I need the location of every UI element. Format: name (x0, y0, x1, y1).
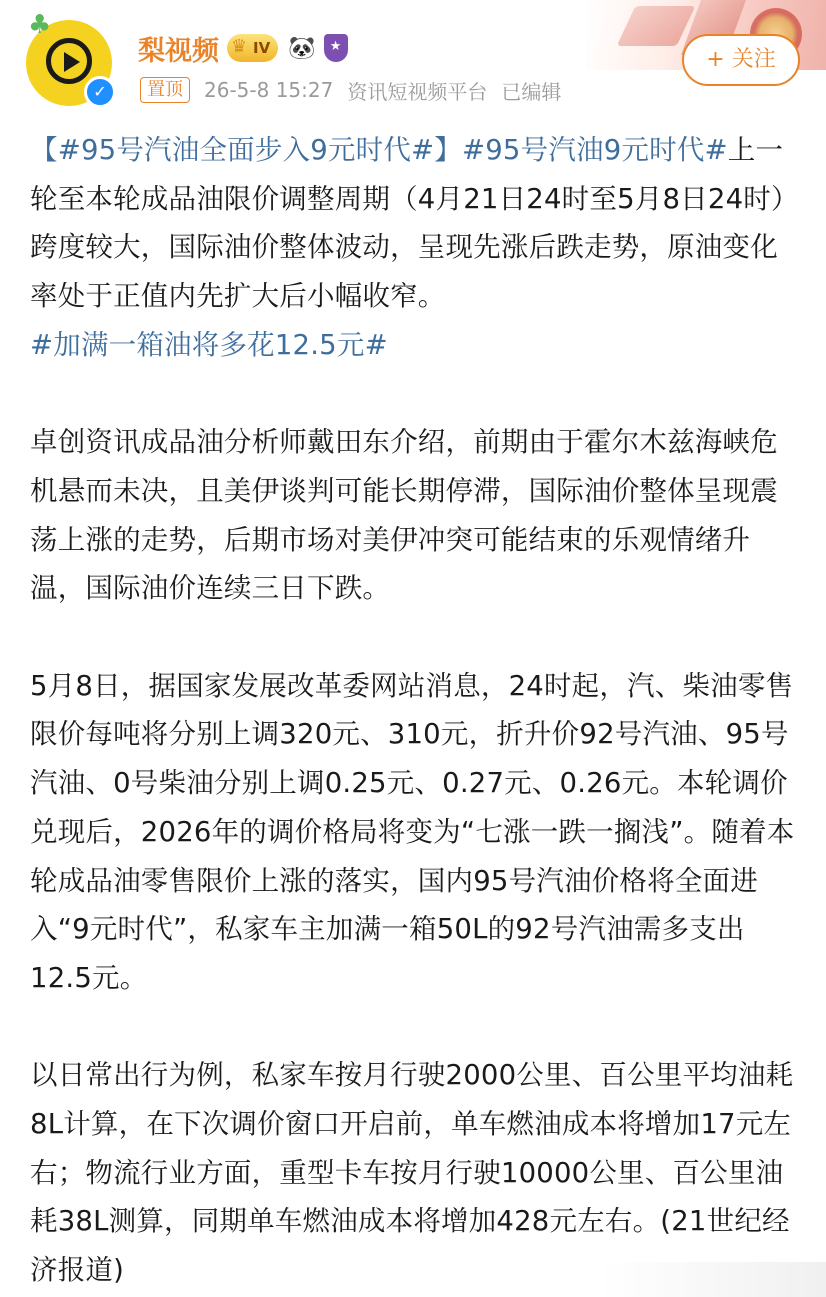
pinned-badge: 置顶 (140, 77, 190, 103)
paragraph-2: 卓创资讯成品油分析师戴田东介绍，前期由于霍尔木兹海峡危机悬而未决，且美伊谈判可能长期停滞，国际油价整体呈现震荡上涨的走势，后期市场对美伊冲突可能结束的乐观情绪升温，国际油价连续三日下跌。 (30, 426, 778, 605)
post-header (0, 0, 826, 118)
hashtag-link[interactable]: 【#95号汽油全面步入9元时代#】 (30, 134, 462, 166)
verified-icon: ✓ (84, 76, 116, 108)
hashtag-link[interactable]: #加满一箱油将多花12.5元# (30, 328, 388, 361)
follow-button[interactable]: + 关注 (682, 34, 800, 86)
vip-level: IV (253, 39, 271, 57)
paragraph-4: 以日常出行为例，私家车按月行驶2000公里、百公里平均油耗8L计算，在下次调价窗口开启前，单车燃油成本将增加17元左右；物流行业方面，重型卡车按月行驶10000公里、百公里油耗38L测算，同期单车燃油成本将增加428元左右。(21世纪经济报道) (30, 1059, 794, 1287)
bottom-fade (600, 1262, 826, 1297)
paragraph-text: 上一轮至本轮成品油限价调整周期（4月21日24时至5月8日24时）跨度较大，国际油价整体波动，呈现先涨后跌走势，原油变化率处于正值内先扩大后小幅收窄。 (30, 134, 799, 313)
paragraph-1 (30, 126, 800, 370)
crown-icon: ♛ (231, 36, 248, 57)
play-logo-icon (46, 38, 92, 84)
timestamp: 26-5-8 15:27 (204, 78, 334, 102)
name-row (138, 30, 348, 66)
hashtag-link[interactable]: #95号汽油9元时代# (461, 134, 728, 166)
clover-icon: ♣ (28, 10, 52, 40)
post-body (30, 126, 800, 1295)
username[interactable]: 梨视频 (138, 35, 219, 67)
vip-badge[interactable] (227, 34, 278, 62)
paragraph-3: 5月8日，据国家发展改革委网站消息，24时起，汽、柴油零售限价每吨将分别上调320元、310元，折升价92号汽油、95号汽油、0号柴油分别上调0.25元、0.27元、0.26元。本轮调价兑现后，2026年的调价格局将变为“七涨一跌一搁浅”。随着本轮成品油零售限价上涨的落实，国内95号汽油价格将全面进入“9元时代”，私家车主加满一箱50L的92号汽油需多支出12.5元。 (30, 669, 795, 994)
avatar[interactable] (26, 10, 112, 106)
shield-icon[interactable]: ★ (324, 34, 348, 62)
edited-label[interactable]: 已编辑 (501, 79, 562, 104)
panda-icon[interactable]: 🐼 (288, 35, 316, 61)
post-meta (140, 76, 561, 104)
source-label[interactable]: 资讯短视频平台 (347, 79, 488, 104)
